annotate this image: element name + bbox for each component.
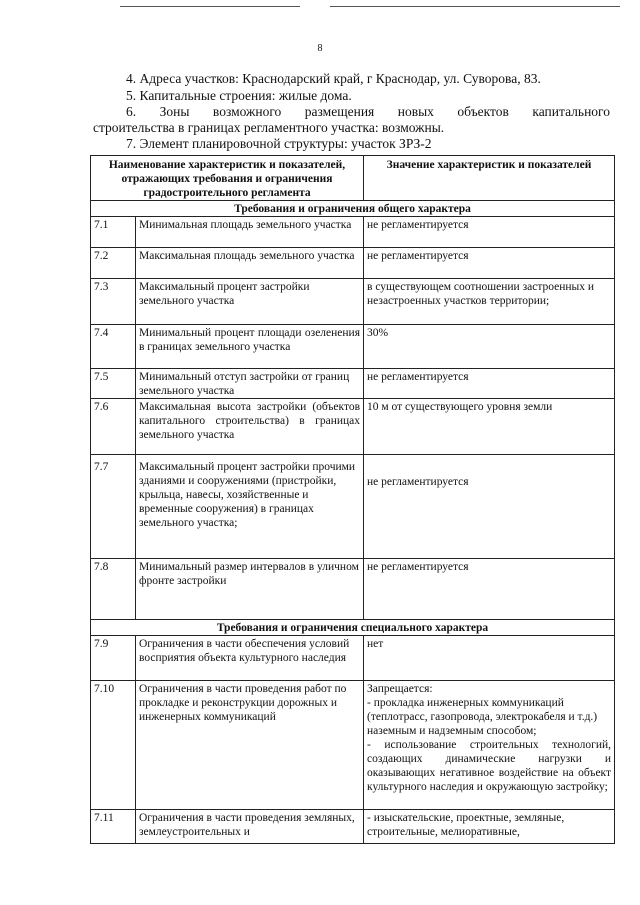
row-name: Ограничения в части обеспечения условий восприятия объекта культурного наследия xyxy=(136,636,364,681)
table-row xyxy=(91,217,615,248)
row-number: 7.8 xyxy=(91,559,136,620)
row-name: Минимальная площадь земельного участка xyxy=(136,217,364,248)
row-number: 7.2 xyxy=(91,248,136,279)
table-row xyxy=(91,559,615,620)
table-row xyxy=(91,636,615,681)
row-name: Максимальная площадь земельного участка xyxy=(136,248,364,279)
table-row xyxy=(91,810,615,844)
row-name: Минимальный размер интервалов в уличном фронте застройки xyxy=(136,559,364,620)
page-number: 8 xyxy=(317,43,323,54)
row-number: 7.7 xyxy=(91,455,136,559)
value-line: Запрещается: xyxy=(367,683,433,695)
paragraph-6-line-1: 6. Зоны возможного размещения новых объектов капитального xyxy=(126,104,610,119)
row-value: нет xyxy=(364,636,615,681)
table-row xyxy=(91,681,615,810)
value-line: - прокладка инженерных коммуникаций (теплотрасс, газопровода, электрокабеля и т.д.) наземным и надземным способом; xyxy=(367,697,598,737)
row-number: 7.1 xyxy=(91,217,136,248)
row-number: 7.4 xyxy=(91,325,136,369)
row-number: 7.5 xyxy=(91,369,136,399)
paragraph-6-line-2: строительства в границах регламентного участка: возможны. xyxy=(93,120,445,135)
row-value: в существующем соотношении застроенных и незастроенных участков территории; xyxy=(364,279,615,325)
row-name: Ограничения в части проведения работ по прокладке и реконструкции дорожных и инженерных коммуникаций xyxy=(136,681,364,810)
row-value: не регламентируется xyxy=(364,455,615,559)
row-name: Максимальный процент застройки прочими зданиями и сооружениями (пристройки, крыльца, навесы, хозяйственные и временные сооружения) в границах земельного участка; xyxy=(136,455,364,559)
row-value: не регламентируется xyxy=(364,217,615,248)
row-number: 7.9 xyxy=(91,636,136,681)
regulation-table xyxy=(90,155,615,844)
table-row xyxy=(91,279,615,325)
paragraph-5: 5. Капитальные строения: жилые дома. xyxy=(126,88,352,103)
row-value: 10 м от существующего уровня земли xyxy=(364,399,615,455)
header-characteristics: Наименование характеристик и показателей, отражающих требования и ограничения градостроительного регламента xyxy=(91,156,364,201)
section-row-special xyxy=(91,620,615,636)
paragraph-4: 4. Адреса участков: Краснодарский край, г Краснодар, ул. Суворова, 83. xyxy=(126,71,541,86)
section-title-general: Требования и ограничения общего характера xyxy=(91,201,615,217)
table-header-row xyxy=(91,156,615,201)
row-name: Минимальный отступ застройки от границ земельного участка xyxy=(136,369,364,399)
row-number: 7.3 xyxy=(91,279,136,325)
row-value xyxy=(364,681,615,810)
row-number: 7.6 xyxy=(91,399,136,455)
row-number: 7.11 xyxy=(91,810,136,844)
row-value: не регламентируется xyxy=(364,559,615,620)
table-row xyxy=(91,248,615,279)
table-row xyxy=(91,399,615,455)
table-row xyxy=(91,369,615,399)
scan-edge-line xyxy=(330,6,620,7)
section-row-general xyxy=(91,201,615,217)
row-number: 7.10 xyxy=(91,681,136,810)
scan-edge-line xyxy=(120,6,300,7)
row-name: Ограничения в части проведения земляных, землеустроительных и xyxy=(136,810,364,844)
table-row xyxy=(91,325,615,369)
row-value: не регламентируется xyxy=(364,369,615,399)
row-value: 30% xyxy=(364,325,615,369)
value-line: - использование строительных технологий, создающих динамические нагрузки и оказывающих негативное воздействие на объект культурного наследия и окружающую застройку; xyxy=(367,739,612,793)
row-name: Минимальный процент площади озеленения в границах земельного участка xyxy=(136,325,364,369)
section-title-special: Требования и ограничения специального характера xyxy=(91,620,615,636)
row-value: не регламентируется xyxy=(364,248,615,279)
row-value: - изыскательские, проектные, земляные, строительные, мелиоративные, xyxy=(364,810,615,844)
table-row xyxy=(91,455,615,559)
row-name: Максимальный процент застройки земельного участка xyxy=(136,279,364,325)
row-name: Максимальная высота застройки (объектов капитального строительства) в границах земельного участка xyxy=(136,399,364,455)
paragraph-7: 7. Элемент планировочной структуры: участок ЗРЗ-2 xyxy=(126,136,432,151)
header-values: Значение характеристик и показателей xyxy=(364,156,615,201)
